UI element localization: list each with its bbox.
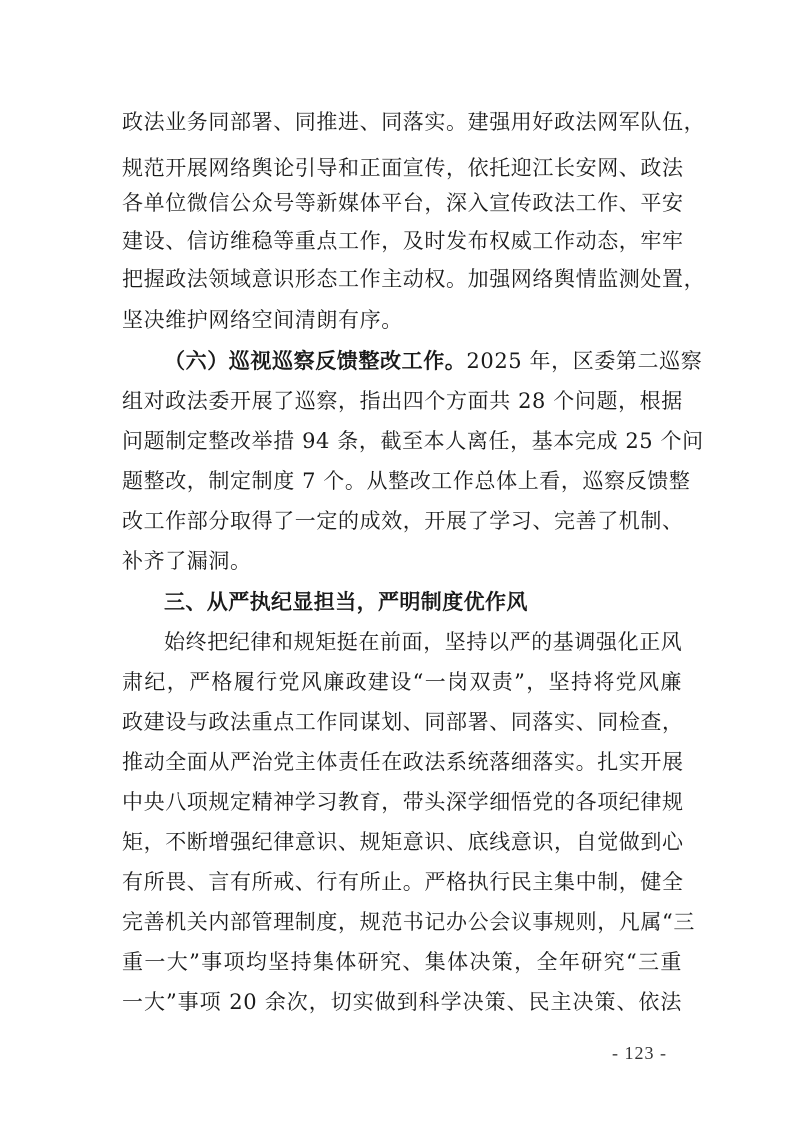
paragraph-line: 建设、信访维稳等重点工作，及时发布权威工作动态，牢牢 [122, 229, 684, 253]
paragraph-line: 把握政法领域意识形态工作主动权。加强网络舆情监测处置， [122, 267, 706, 291]
paragraph-first-line [164, 347, 703, 377]
paragraph-line: 各单位微信公众号等新媒体平台，深入宣传政法工作、平安 [122, 191, 684, 215]
paragraph-line: 改工作部分取得了一定的成效，开展了学习、完善了机制、 [122, 509, 684, 533]
paragraph-line: 问题制定整改举措 94 条，截至本人离任，基本完成 25 个问 [122, 429, 704, 453]
paragraph-line: 一大”事项 20 余次，切实做到科学决策、民主决策、依法 [122, 990, 682, 1014]
paragraph-line: 规范开展网络舆论引导和正面宣传，依托迎江长安网、政法 [122, 156, 684, 180]
paragraph-line: 坚决维护网络空间清朗有序。 [122, 308, 403, 332]
paragraph-line: 组对政法委开展了巡察，指出四个方面共 28 个问题，根据 [122, 389, 683, 413]
paragraph-line: 重一大”事项均坚持集体研究、集体决策，全年研究“三重 [122, 950, 682, 974]
paragraph-line: 中央八项规定精神学习教育，带头深学细悟党的各项纪律规 [122, 790, 684, 814]
paragraph-line: 推动全面从严治党主体责任在政法系统落细落实。扎实开展 [122, 750, 684, 774]
page-number: - 123 - [612, 1043, 667, 1063]
paragraph-text: 2025 年，区委第二巡察 [466, 349, 703, 373]
paragraph-line: 补齐了漏洞。 [122, 549, 252, 573]
section-subheading: （六）巡视巡察反馈整改工作。 [164, 349, 467, 373]
paragraph-line: 有所畏、言有所戒、行有所止。严格执行民主集中制，健全 [122, 870, 684, 894]
section-heading: 三、从严执纪显担当，严明制度优作风 [164, 590, 528, 614]
paragraph-line: 政建设与政法重点工作同谋划、同部署、同落实、同检查， [122, 710, 684, 734]
paragraph-line: 矩，不断增强纪律意识、规矩意识、底线意识，自觉做到心 [122, 830, 684, 854]
paragraph-line: 完善机关内部管理制度，规范书记办公会议事规则，凡属“三 [122, 910, 695, 934]
paragraph-line: 肃纪，严格履行党风廉政建设“一岗双责”，坚持将党风廉 [122, 670, 682, 694]
paragraph-line: 政法业务同部署、同推进、同落实。建强用好政法网军队伍， [122, 110, 706, 134]
paragraph-first-line: 始终把纪律和规矩挺在前面，坚持以严的基调强化正风 [164, 630, 683, 654]
paragraph-line: 题整改，制定制度 7 个。从整改工作总体上看，巡察反馈整 [122, 469, 691, 493]
